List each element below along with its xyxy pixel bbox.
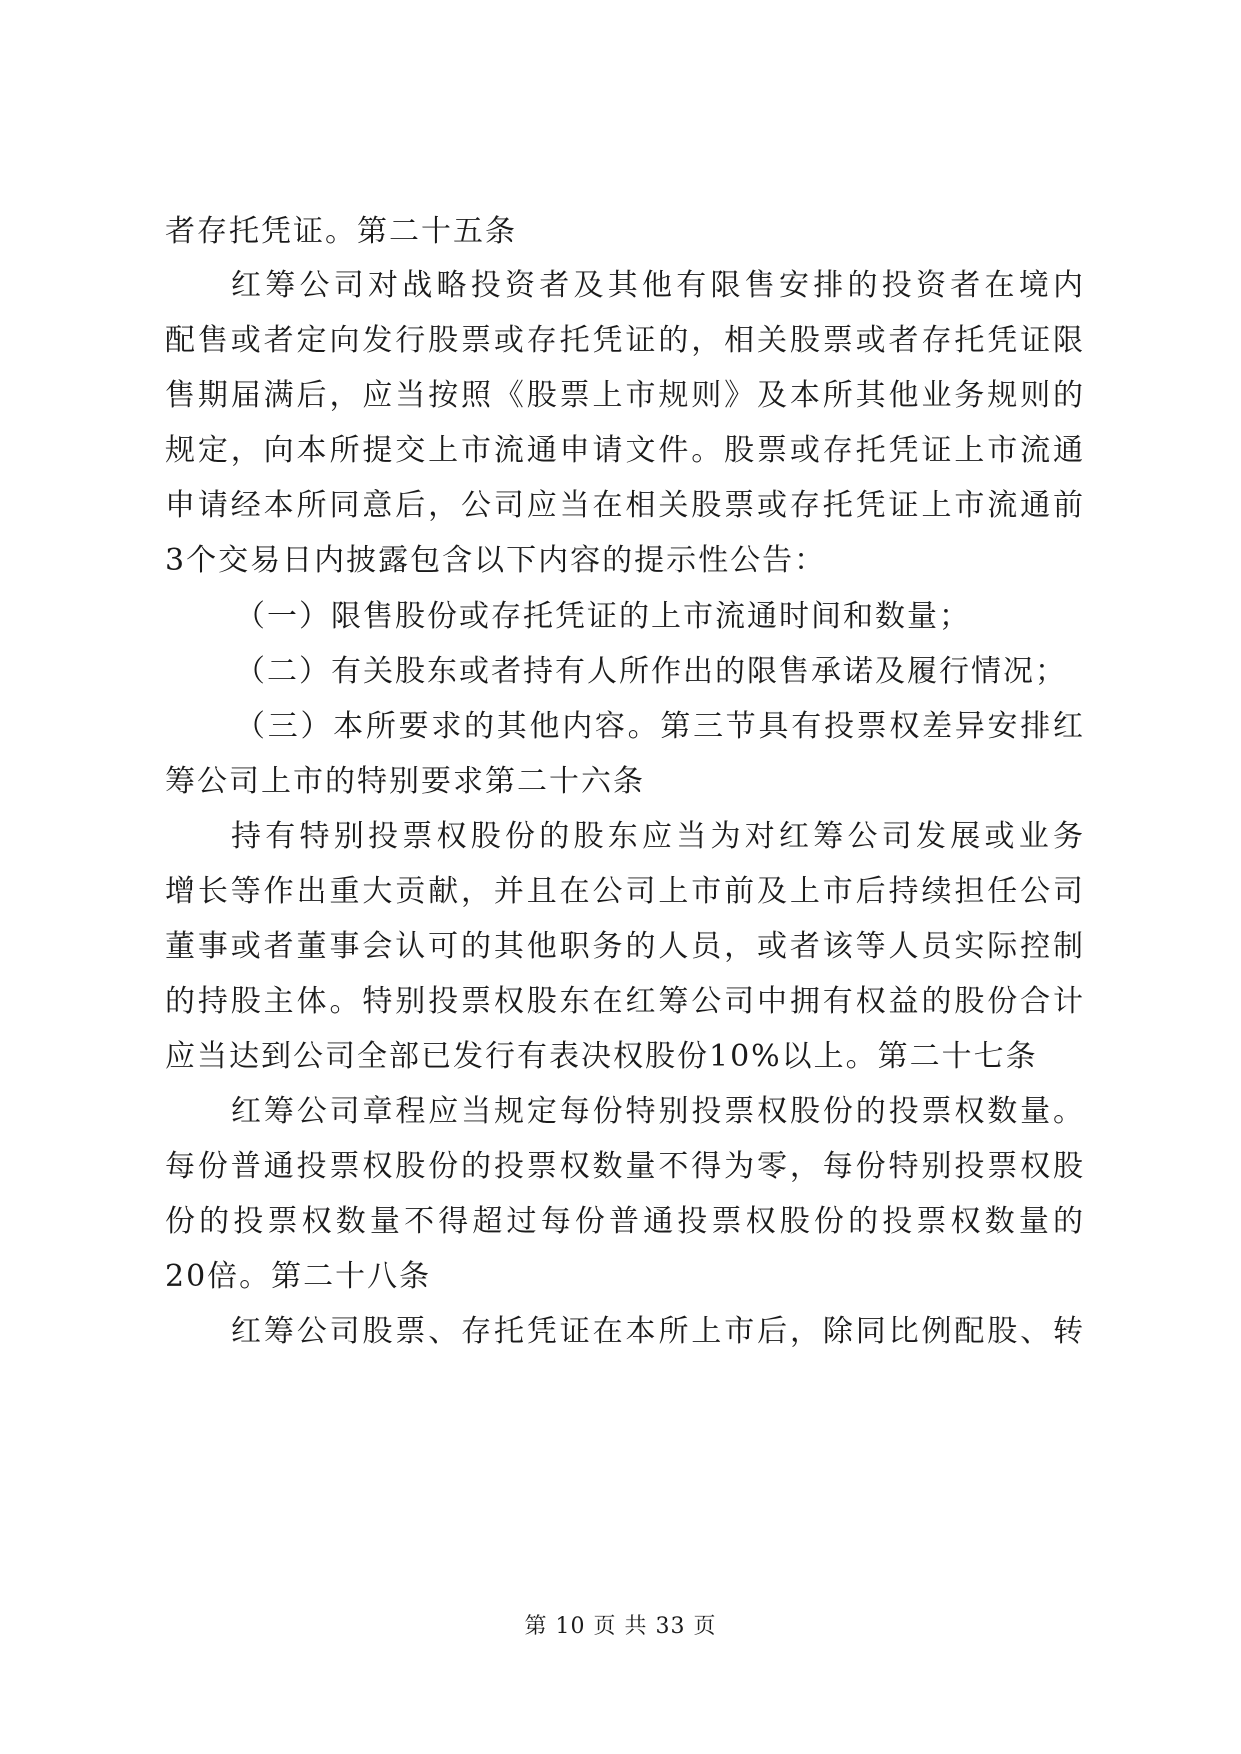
text-line: 增长等作出重大贡献，并且在公司上市前及上市后持续担任公司 bbox=[165, 874, 1085, 909]
text-line: 20倍。第二十八条 bbox=[165, 1259, 432, 1294]
list-item: （一）限售股份或存托凭证的上市流通时间和数量； bbox=[235, 599, 971, 634]
text-line: 配售或者定向发行股票或存托凭证的，相关股票或者存托凭证限 bbox=[165, 323, 1085, 358]
text-line: 申请经本所同意后，公司应当在相关股票或存托凭证上市流通前 bbox=[165, 488, 1085, 523]
text-line: 每份普通投票权股份的投票权数量不得为零，每份特别投票权股 bbox=[165, 1149, 1085, 1184]
text-line: 董事或者董事会认可的其他职务的人员，或者该等人员实际控制 bbox=[165, 929, 1085, 964]
text-line: 应当达到公司全部已发行有表决权股份10%以上。第二十七条 bbox=[165, 1039, 1038, 1074]
text-line: 售期届满后，应当按照《股票上市规则》及本所其他业务规则的 bbox=[165, 378, 1085, 413]
text-line: 筹公司上市的特别要求第二十六条 bbox=[165, 764, 645, 799]
text-line: 者存托凭证。第二十五条 bbox=[165, 214, 517, 249]
text-line: 3个交易日内披露包含以下内容的提示性公告： bbox=[165, 543, 827, 578]
paragraph-start-line: 红筹公司对战略投资者及其他有限售安排的投资者在境内 bbox=[231, 268, 1085, 303]
list-item: （三）本所要求的其他内容。第三节具有投票权差异安排红 bbox=[235, 709, 1085, 744]
page-number-footer: 第 10 页 共 33 页 bbox=[524, 1614, 717, 1639]
text-line: 规定，向本所提交上市流通申请文件。股票或存托凭证上市流通 bbox=[165, 433, 1085, 468]
paragraph-start-line: 红筹公司股票、存托凭证在本所上市后，除同比例配股、转 bbox=[231, 1314, 1085, 1349]
paragraph-start-line: 持有特别投票权股份的股东应当为对红筹公司发展或业务 bbox=[231, 819, 1085, 854]
text-line: 份的投票权数量不得超过每份普通投票权股份的投票权数量的 bbox=[165, 1204, 1085, 1239]
paragraph-start-line: 红筹公司章程应当规定每份特别投票权股份的投票权数量。 bbox=[231, 1094, 1085, 1129]
list-item: （二）有关股东或者持有人所作出的限售承诺及履行情况； bbox=[235, 654, 1067, 689]
text-line: 的持股主体。特别投票权股东在红筹公司中拥有权益的股份合计 bbox=[165, 984, 1085, 1019]
